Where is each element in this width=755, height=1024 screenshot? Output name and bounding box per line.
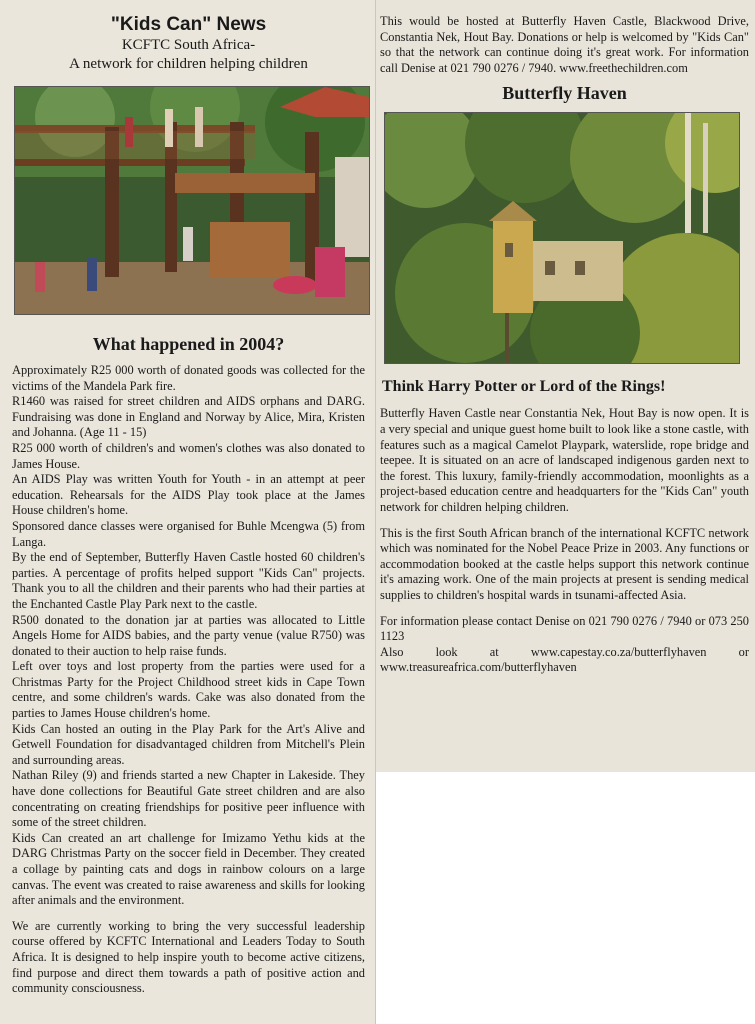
paragraph: Nathan Riley (9) and friends started a new Chapter in Lakeside. They have done collections for Beautiful Gate street children and are also concentrating on creating friendships for positive peer influence with some of the street children. bbox=[12, 768, 365, 830]
paragraph: R1460 was raised for street children and AIDS orphans and DARG. Fundraising was done in England and Norway by Alice, Mira, Kristen and Johanna. (Age 11 - 15) bbox=[12, 394, 365, 440]
paragraph: Butterfly Haven Castle near Constantia Nek, Hout Bay is now open. It is a very special and unique guest home built to look like a stone castle, with features such as a magical Camelot Playpark, waterslide, rope bridge and teepee. It is situated on an acre of landscaped indigenous garden next to the forest. This luxury, family-friendly accommodation, moonlights as a project-based education centre and headquarters for the "Kids Can" youth network for children helping children. bbox=[380, 406, 749, 514]
paragraph: R25 000 worth of children's and women's clothes was also donated to James House. bbox=[12, 440, 365, 471]
links-paragraph: Also look at www.capestay.co.za/butterflyhaven or www.treasureafrica.com/butterflyhaven bbox=[380, 644, 749, 675]
play-park-photo bbox=[14, 86, 370, 315]
castle-illustration bbox=[385, 113, 739, 363]
play-park-illustration bbox=[15, 87, 369, 314]
what-happened-body bbox=[12, 363, 365, 997]
news-subtitle-tagline: A network for children helping children bbox=[69, 56, 308, 72]
what-happened-heading: What happened in 2004? bbox=[92, 334, 285, 354]
left-column bbox=[0, 0, 376, 1024]
butterfly-haven-body bbox=[380, 406, 749, 676]
paragraph: Approximately R25 000 worth of donated goods was collected for the victims of the Mandela Park fire. bbox=[12, 363, 365, 393]
paragraph: An AIDS Play was written Youth for Youth - in an attempt at peer education. Rehearsals for the AIDS Play took place at the James House children's home. bbox=[12, 472, 365, 518]
butterfly-haven-heading: Butterfly Haven bbox=[502, 83, 627, 104]
harry-potter-subheading: Think Harry Potter or Lord of the Rings! bbox=[382, 378, 666, 396]
paragraph: Kids Can created an art challenge for Imizamo Yethu kids at the DARG Christmas Party on the soccer field in December. They created a collage by painting cats and dogs in rainbow colours on a large canvas. The event was created to raise awareness and skills for looking after animals and the environment. bbox=[12, 830, 365, 908]
intro-paragraph: This would be hosted at Butterfly Haven Castle, Blackwood Drive, Constantia Nek, Hout Bay. Donations or help is welcomed by "Kids Can" so that the network can continue doing it's great work. For information call Denise at 021 790 0276 / 7940. www.freethechildren.com bbox=[380, 14, 749, 75]
right-column bbox=[376, 0, 755, 772]
paragraph: Left over toys and lost property from the parties were used for a Christmas Party for the Project Childhood street kids in Cape Town centre, and some children's wards. Cake was also donated from the parties to James House children's home. bbox=[12, 659, 365, 721]
paragraph: This is the first South African branch of the international KCFTC network which was nominated for the Nobel Peace Prize in 2003. Any functions or accommodation booked at the castle helps support this network continue it's amazing work. One of the main projects at present is sending medical supplies to children's hospital wards in tsunami-affected Asia. bbox=[380, 525, 749, 602]
castle-photo bbox=[384, 112, 740, 364]
news-subtitle-org: KCFTC South Africa- bbox=[121, 37, 256, 53]
paragraph: Kids Can hosted an outing in the Play Park for the Art's Alive and Getwell Foundation for disadvantaged children from Mitchell's Plein and surrounding areas. bbox=[12, 721, 365, 767]
paragraph: Sponsored dance classes were organised for Buhle Mcengwa (5) from Langa. bbox=[12, 518, 365, 549]
closing-paragraph: We are currently working to bring the very successful leadership course offered by KCFTC International and Leaders Today to South Africa. It is designed to help inspire youth to become active citizens, find purpose and direct them towards a path of positive action and community consciousness. bbox=[12, 918, 365, 996]
paragraph: By the end of September, Butterfly Haven Castle hosted 60 children's parties. A percentage of profits helped support "Kids Can" projects. Thank you to all the children and their parents who had their parties at the Enchanted Castle Play Park next to the castle. bbox=[12, 550, 365, 611]
hosting-intro bbox=[380, 14, 749, 76]
news-title: "Kids Can" News bbox=[110, 14, 267, 35]
paragraph: R500 donated to the donation jar at parties was allocated to Little Angels Home for AIDS babies, and the party venue (value R750) was donated to their auction to help raise funds. bbox=[12, 612, 365, 658]
contact-paragraph: For information please contact Denise on 021 790 0276 / 7940 or 073 250 1123 bbox=[380, 613, 749, 644]
